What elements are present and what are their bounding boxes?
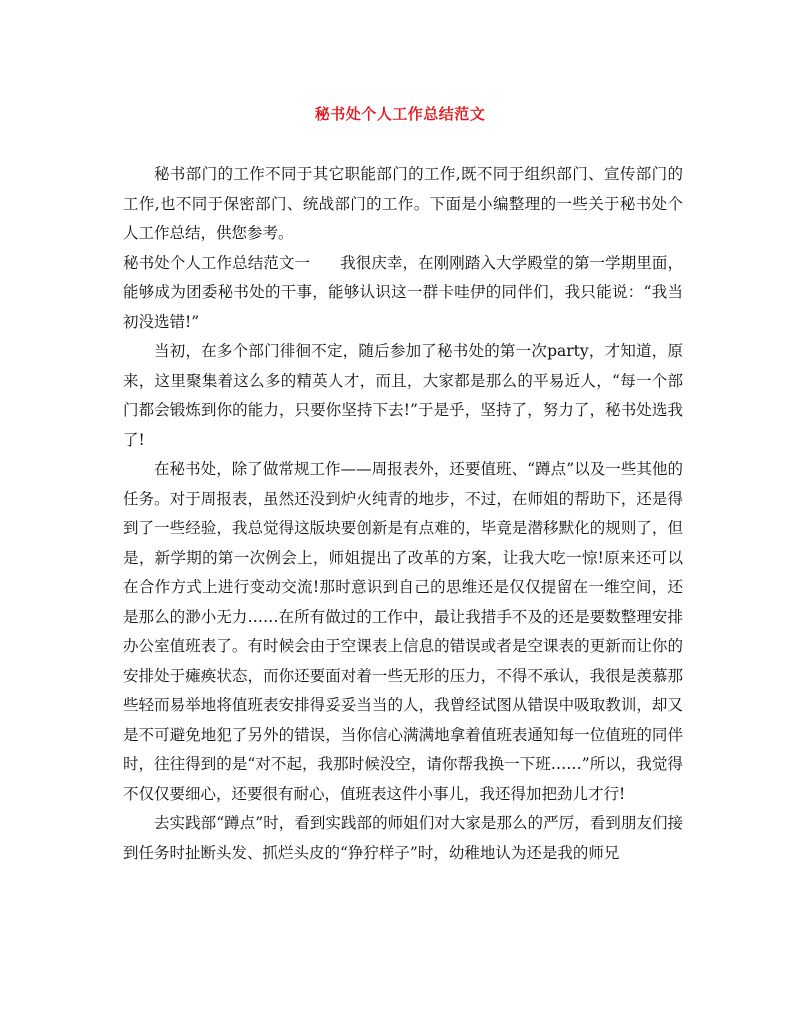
section-paragraph — [123, 249, 683, 338]
intro-paragraph: 秘书部门的工作不同于其它职能部门的工作,既不同于组织部门、宣传部门的工作,也不同于保密部门、统战部门的工作。下面是小编整理的一些关于秘书处个人工作总结，供您参考。 — [123, 165, 683, 242]
section-heading: 秘书处个人工作总结范文一 — [123, 253, 311, 272]
body-paragraph-3: 去实践部“蹲点”时，看到实践部的师姐们对大家是那么的严厉，看到朋友们接到任务时扯断头发、抓烂头皮的“狰狞样子”时，幼稚地认为还是我的师兄 — [123, 814, 683, 862]
body-paragraph-2: 在秘书处，除了做常规工作——周报表外，还要值班、“蹲点”以及一些其他的任务。对于周报表，虽然还没到炉火纯青的地步，不过，在师姐的帮助下，还是得到了一些经验，我总觉得这版块要创新是有点难的，毕竟是潜移默化的规则了，但是，新学期的第一次例会上，师姐提出了改革的方案，让我大吃一惊!原来还可以在合作方式上进行变动交流!那时意识到自己的思维还是仅仅提留在一维空间，还是那么的渺小无力……在所有做过的工作中，最让我措手不及的还是要数整理安排办公室值班表了。有时候会由于空课表上信息的错误或者是空课表的更新而让你的安排处于瘫痪状态，而你还要面对着一些无形的压力，不得不承认，我很是羡慕那些轻而易举地将值班表安排得妥妥当当的人，我曾经试图从错误中吸取教训，却又是不可避免地犯了另外的错误，当你信心满满地拿着值班表通知每一位值班的同伴时，往往得到的是“对不起，我那时候没空，请你帮我换一下班……”所以，我觉得不仅仅要细心，还要很有耐心，值班表这件小事儿，我还得加把劲儿才行! — [123, 460, 683, 803]
body-paragraph-1: 当初，在多个部门徘徊不定，随后参加了秘书处的第一次party，才知道，原来，这里聚集着这么多的精英人才，而且，大家都是那么的平易近人，“每一个部门都会锻炼到你的能力，只要你坚持下去!”于是乎，坚持了，努力了，秘书处选我了! — [123, 342, 683, 449]
document-body — [123, 160, 683, 868]
section-first-text: 我很庆幸，在刚刚踏入大学殿堂的第一学期里面，能够成为团委秘书处的干事，能够认识这一群卡哇伊的同伴们，我只能说：“我当初没选错!” — [123, 253, 683, 331]
document-title: 秘书处个人工作总结范文 — [314, 105, 486, 123]
